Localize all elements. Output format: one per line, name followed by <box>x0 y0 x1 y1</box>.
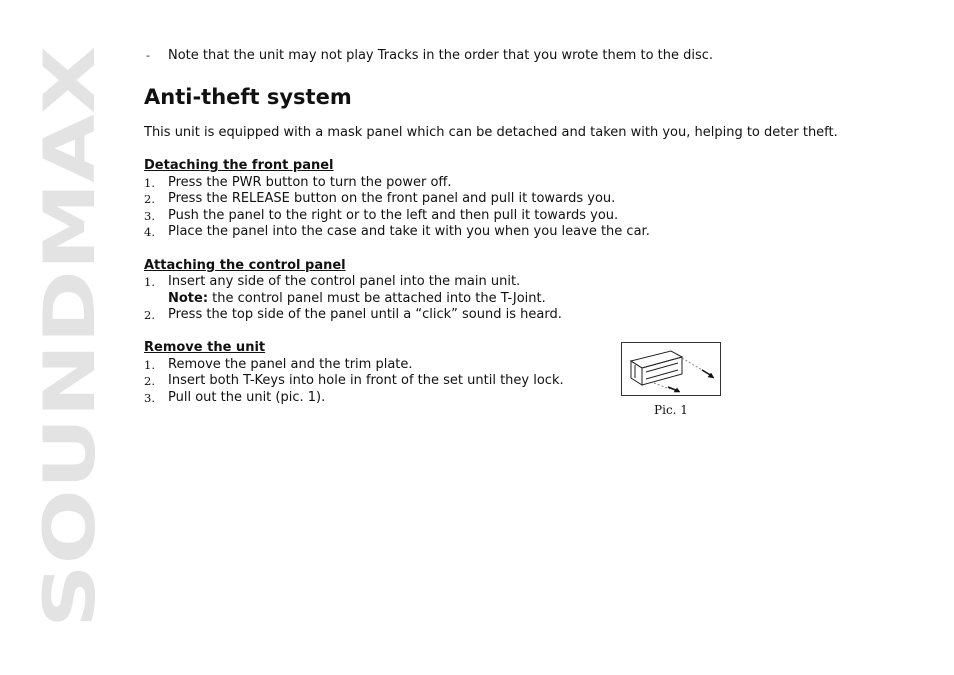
intro-paragraph: This unit is equipped with a mask panel which can be detached and taken with you, helping to deter theft. <box>144 125 838 140</box>
step-number: 3. <box>144 391 155 405</box>
step-text: Press the top side of the panel until a “click” sound is heard. <box>168 307 562 322</box>
note-label: Note: <box>168 291 209 306</box>
brand-logo-text: SOUNDMAX <box>29 166 111 628</box>
note-text: Note that the unit may not play Tracks in the order that you wrote them to the disc. <box>168 48 714 63</box>
brand-logo <box>29 46 111 628</box>
section-title-detaching: Detaching the front panel <box>144 158 334 173</box>
section-title-attaching: Attaching the control panel <box>144 258 346 273</box>
section-title-remove: Remove the unit <box>144 340 266 355</box>
step-number: 1. <box>144 275 155 289</box>
step-number: 4. <box>144 225 155 239</box>
note-body: the control panel must be attached into the T-Joint. <box>208 291 546 306</box>
step-number: 1. <box>144 176 155 190</box>
step-number: 2. <box>144 192 155 206</box>
step-number: 2. <box>144 374 155 388</box>
page-title: Anti-theft system <box>144 85 352 109</box>
step-number: 1. <box>144 358 155 372</box>
step-text: Push the panel to the right or to the left and then pull it towards you. <box>168 208 619 223</box>
figure-caption: Pic. 1 <box>654 403 688 417</box>
attaching-note <box>168 291 546 307</box>
bullet-dash: - <box>146 49 150 62</box>
step-number: 2. <box>144 308 155 322</box>
step-text: Press the PWR button to turn the power off. <box>168 175 452 190</box>
step-text: Insert both T-Keys into hole in front of the set until they lock. <box>168 373 564 388</box>
unit-removal-illustration-icon <box>622 343 720 395</box>
step-number: 3. <box>144 209 155 223</box>
step-text: Place the panel into the case and take it with you when you leave the car. <box>168 224 650 239</box>
step-text: Press the RELEASE button on the front panel and pull it towards you. <box>168 191 616 206</box>
step-text: Pull out the unit (pic. 1). <box>168 390 326 405</box>
figure-pic-1 <box>621 342 721 396</box>
brand-watermark <box>29 46 111 628</box>
step-text: Insert any side of the control panel into the main unit. <box>168 274 521 289</box>
step-text: Remove the panel and the trim plate. <box>168 357 413 372</box>
